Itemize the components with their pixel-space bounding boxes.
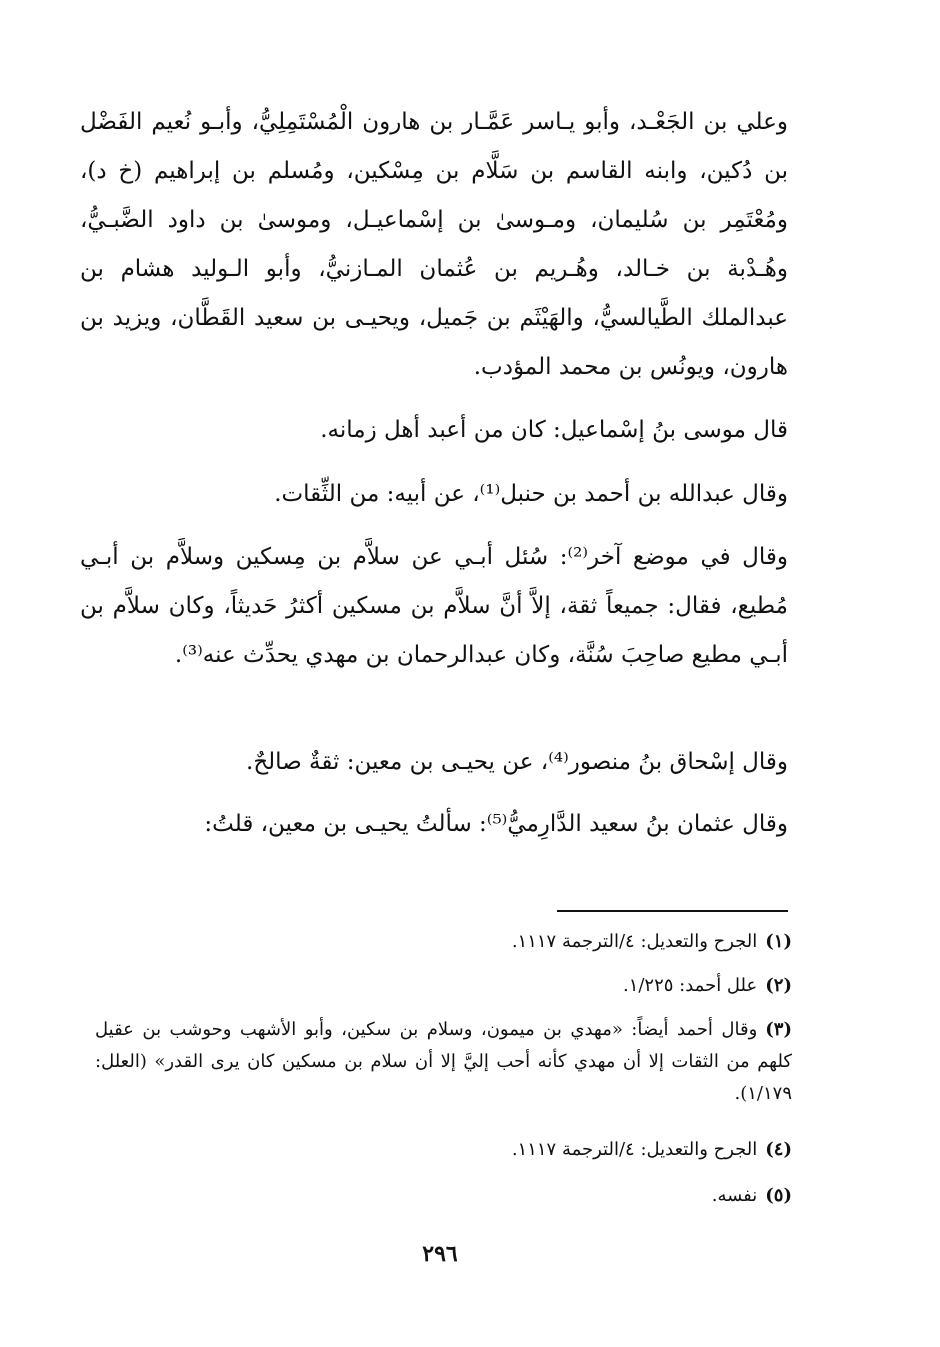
footnote-number: (٣) [765, 1019, 792, 1040]
paragraph-musa-quote: قال موسى بنُ إسْماعيل: كان من أعبد أهل زمانه. [320, 417, 788, 443]
paragraph-narrators-list: وعلي بن الجَعْـد، وأبو يـاسر عَمَّـار بن هارون الْمُسْتَمِلِيُّ، وأبـو نُعيم الفَضْل بن دُكين، وابنه القاسم بن سَلَّام بن مِسْكين، ومُسلم بن إبراهيم (خ د)، ومُعْتَمِر بن سُليمان، ومـوسىٰ بن إسْماعيـل، وموسىٰ بن داود الضَّبـيُّ، وهُـدْبة بن خـالد، وهُـريم بن عُثمان المـازنيُّ، وأبو الـوليد هشام بن عبدالملك الطَّيالسيُّ، والهَيْثَم بن جَميل، ويحيـى بن سعيد القَطَّان، ويزيد بن هارون، ويونُس بن محمد المؤدب. [80, 109, 788, 380]
paragraph-ishaq-quote: وقال إسْحاق بنُ منصور⁽⁴⁾، عن يحيـى بن معين: ثقةٌ صالحٌ. [246, 749, 788, 775]
paragraph-abdullah-quote: وقال عبدالله بن أحمد بن حنبل⁽¹⁾، عن أبيه: من الثِّقات. [274, 481, 788, 507]
footnote-text: نفسه. [711, 1185, 758, 1206]
footnote-text: وقال أحمد أيضاً: «مهدي بن ميمون، وسلام بن سكين، وأبو الأشهب وحوشب بن عقيل كلهم من الثقات إلا أن مهدي كأنه أحب إليَّ إلا أن سلام بن مسكين كان يرى القدر» (العلل: ١/١٧٩). [95, 1019, 792, 1104]
paragraph-another-place: وقال في موضع آخر⁽²⁾: سُئل أبـي عن سلاَّم بن مِسكين وسلاَّم بن أبـي مُطيع، فقال: جميعاً ثقة، إلاَّ أنَّ سلاَّم بن مسكين أكثرُ حَديثاً، وكان سلاَّم بن أبـي مطيع صاحِبَ سُنَّة، وكان عبدالرحمان بن مهدي يحدِّث عنه⁽³⁾. [80, 544, 788, 668]
footnote-2 [95, 970, 792, 1002]
footnote-number: (٥) [765, 1185, 792, 1206]
paragraph-uthman-quote: وقال عثمان بنُ سعيد الدَّارِميُّ⁽⁵⁾: سألتُ يحيـى بن معين، قلتُ: [204, 811, 788, 837]
footnote-1 [95, 926, 792, 958]
page-number: ٢٩٦ [422, 1241, 458, 1267]
footnote-text: الجرح والتعديل: ٤/الترجمة ١١١٧. [511, 1139, 758, 1160]
footnote-number: (١) [765, 931, 792, 952]
footnote-number: (٢) [765, 975, 792, 996]
footnote-text: علل أحمد: ١/٢٢٥. [622, 975, 758, 996]
footnote-5 [95, 1180, 792, 1212]
footnote-4 [95, 1134, 792, 1166]
footnote-separator [557, 910, 788, 912]
footnote-text: الجرح والتعديل: ٤/الترجمة ١١١٧. [511, 931, 758, 952]
footnote-number: (٤) [765, 1139, 792, 1160]
footnote-3 [95, 1014, 792, 1110]
